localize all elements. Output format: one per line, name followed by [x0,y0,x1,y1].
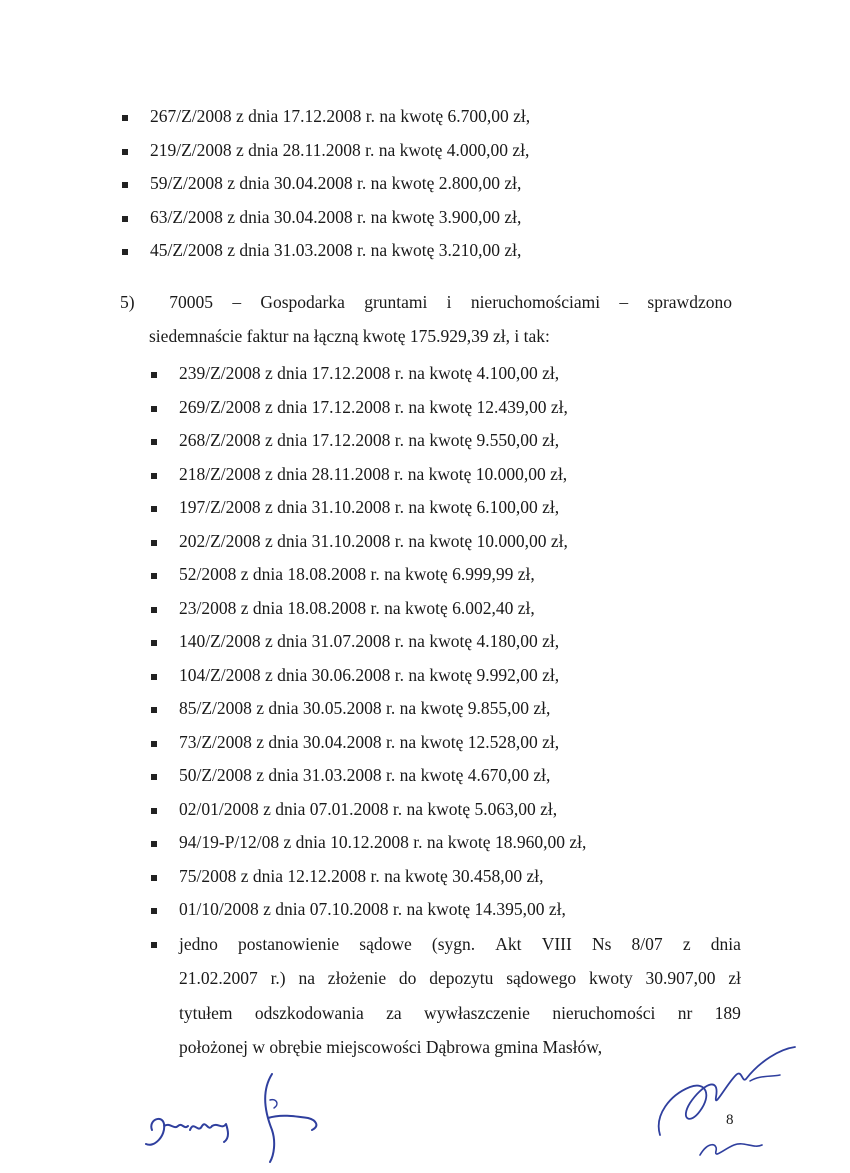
invoice-list-item [151,860,741,894]
invoice-entry-text: 239/Z/2008 z dnia 17.12.2008 r. na kwotę 4.100,00 zł, [179,363,560,383]
court-decision-word: zł [728,968,741,988]
invoice-list-item [151,625,741,659]
invoice-list-item [151,525,741,559]
bullet-square-icon [151,506,157,512]
heading-word: i [446,292,452,312]
invoice-entry-text: 02/01/2008 z dnia 07.01.2008 r. na kwotę 5.063,00 zł, [179,798,558,819]
court-decision-word: z [682,933,691,954]
invoice-list-item [122,134,742,168]
invoice-entry-text: 85/Z/2008 z dnia 30.05.2008 r. na kwotę 9.855,00 zł, [179,698,551,718]
bullet-square-icon [122,115,128,121]
invoice-list-item [151,558,741,592]
invoice-entry-text: 50/Z/2008 z dnia 31.03.2008 r. na kwotę 4.670,00 zł, [179,765,551,785]
invoice-list-item [122,234,742,268]
heading-word: sprawdzono [647,292,732,312]
bullet-square-icon [151,473,157,479]
invoice-list-item [122,100,742,134]
court-decision-word: Akt [495,933,522,954]
invoice-list-item [151,424,741,458]
bullet-square-icon [151,707,157,713]
bullet-square-icon [151,808,157,814]
section-5 [120,286,732,353]
court-decision-word: nr [677,1002,693,1023]
invoice-list-item [151,826,741,860]
court-decision-word: 21.02.2007 [179,968,258,988]
court-decision-word: VIII [541,933,572,954]
invoice-list-item [122,201,742,235]
court-decision-word: kwoty [588,968,633,988]
court-decision-text [179,927,741,1065]
signature-right [650,1045,800,1160]
court-decision-word: do [398,968,417,988]
court-decision-word: Ns [591,933,612,954]
bullet-square-icon [122,182,128,188]
court-decision-word: wywłaszczenie [424,1002,530,1023]
section-5-summary: siedemnaście faktur na łączną kwotę 175.929,39 zł, i tak: [149,325,550,346]
court-decision-word: sądowego [506,968,577,988]
court-decision-item [151,927,741,1065]
invoice-entry-text: 63/Z/2008 z dnia 30.04.2008 r. na kwotę 3.900,00 zł, [150,206,522,227]
invoice-list-item [151,491,741,525]
invoice-list-item [151,759,741,793]
court-decision-word: 30.907,00 [645,968,716,988]
invoice-list-item [151,659,741,693]
bullet-square-icon [151,573,157,579]
heading-word: nieruchomościami [470,292,601,312]
court-decision-line [179,927,741,962]
page-number: 8 [726,1112,734,1128]
invoice-entry-text: 73/Z/2008 z dnia 30.04.2008 r. na kwotę 12.528,00 zł, [179,731,560,752]
court-decision-word: postanowienie [238,933,340,954]
bullet-square-icon [151,774,157,780]
invoice-entry-text: 269/Z/2008 z dnia 17.12.2008 r. na kwotę 12.439,00 zł, [179,396,568,417]
court-decision-word: na [298,968,315,988]
invoice-entry-text: 75/2008 z dnia 12.12.2008 r. na kwotę 30.458,00 zł, [179,865,544,886]
bullet-square-icon [122,149,128,155]
court-decision-word: za [386,1002,402,1023]
court-decision-line [179,996,741,1031]
court-decision-word: nieruchomości [552,1002,656,1023]
heading-word: – [232,292,242,312]
invoice-entry-text: 218/Z/2008 z dnia 28.11.2008 r. na kwotę 10.000,00 zł, [179,463,568,484]
court-decision-word: dnia [710,933,741,954]
bullet-square-icon [151,607,157,613]
invoice-entry-text: 23/2008 z dnia 18.08.2008 r. na kwotę 6.002,40 zł, [179,597,535,618]
invoice-entry-text: 45/Z/2008 z dnia 31.03.2008 r. na kwotę 3.210,00 zł, [150,240,522,260]
invoice-entry-text: 59/Z/2008 z dnia 30.04.2008 r. na kwotę 2.800,00 zł, [150,173,522,193]
court-decision-word: odszkodowania [254,1002,364,1023]
invoice-entry-text: 219/Z/2008 z dnia 28.11.2008 r. na kwotę 4.000,00 zł, [150,139,530,160]
invoice-entry-text: 202/Z/2008 z dnia 31.10.2008 r. na kwotę 10.000,00 zł, [179,530,568,551]
signature-left [140,1100,240,1160]
court-decision-word: położonej w obrębie miejscowości Dąbrowa gmina Masłów, [179,1037,603,1057]
court-decision-word: 8/07 [631,933,663,954]
invoice-entry-text: 01/10/2008 z dnia 07.10.2008 r. na kwotę 14.395,00 zł, [179,899,566,919]
bullet-square-icon [122,249,128,255]
heading-word: Gospodarka [260,292,345,312]
invoice-list-item [151,357,741,391]
invoice-list-item [151,726,741,760]
section-number: 5) [120,292,135,312]
bullet-square-icon [151,741,157,747]
invoice-list-previous [122,100,742,268]
bullet-square-icon [151,540,157,546]
invoice-entry-text: 104/Z/2008 z dnia 30.06.2008 r. na kwotę 9.992,00 zł, [179,664,560,685]
bullet-square-icon [151,908,157,914]
bullet-square-icon [122,216,128,222]
signature-middle [250,1070,330,1165]
bullet-square-icon [151,439,157,445]
invoice-list-item [151,592,741,626]
bullet-square-icon [151,841,157,847]
invoice-entry-text: 94/19-P/12/08 z dnia 10.12.2008 r. na kwotę 18.960,00 zł, [179,832,587,852]
bullet-square-icon [151,674,157,680]
court-decision-line [179,961,741,996]
heading-word: 70005 [169,292,214,312]
court-decision-word: złożenie [327,968,387,988]
invoice-entry-text: 197/Z/2008 z dnia 31.10.2008 r. na kwotę 6.100,00 zł, [179,497,560,517]
bullet-square-icon [151,406,157,412]
court-decision-word: (sygn. [431,933,476,954]
invoice-list-section-5 [151,357,741,1065]
court-decision-word: tytułem [179,1002,233,1023]
invoice-entry-text: 140/Z/2008 z dnia 31.07.2008 r. na kwotę 4.180,00 zł, [179,631,560,651]
heading-word: – [619,292,629,312]
bullet-square-icon [151,372,157,378]
bullet-square-icon [151,942,157,948]
invoice-entry-text: 267/Z/2008 z dnia 17.12.2008 r. na kwotę 6.700,00 zł, [150,106,531,126]
bullet-square-icon [151,640,157,646]
section-5-heading-line [120,286,732,320]
invoice-list-item [122,167,742,201]
invoice-list-item [151,391,741,425]
invoice-entry-text: 52/2008 z dnia 18.08.2008 r. na kwotę 6.999,99 zł, [179,564,535,584]
invoice-list-item [151,793,741,827]
invoice-list-item [151,893,741,927]
court-decision-word: jedno [179,933,218,954]
court-decision-word: sądowe [359,933,412,954]
heading-word: gruntami [364,292,428,312]
invoice-list-item [151,692,741,726]
court-decision-word: r.) [270,968,286,988]
invoice-list-item [151,458,741,492]
court-decision-word: depozytu [429,968,494,988]
bullet-square-icon [151,875,157,881]
court-decision-word: 189 [714,1002,741,1023]
invoice-entry-text: 268/Z/2008 z dnia 17.12.2008 r. na kwotę 9.550,00 zł, [179,430,560,450]
